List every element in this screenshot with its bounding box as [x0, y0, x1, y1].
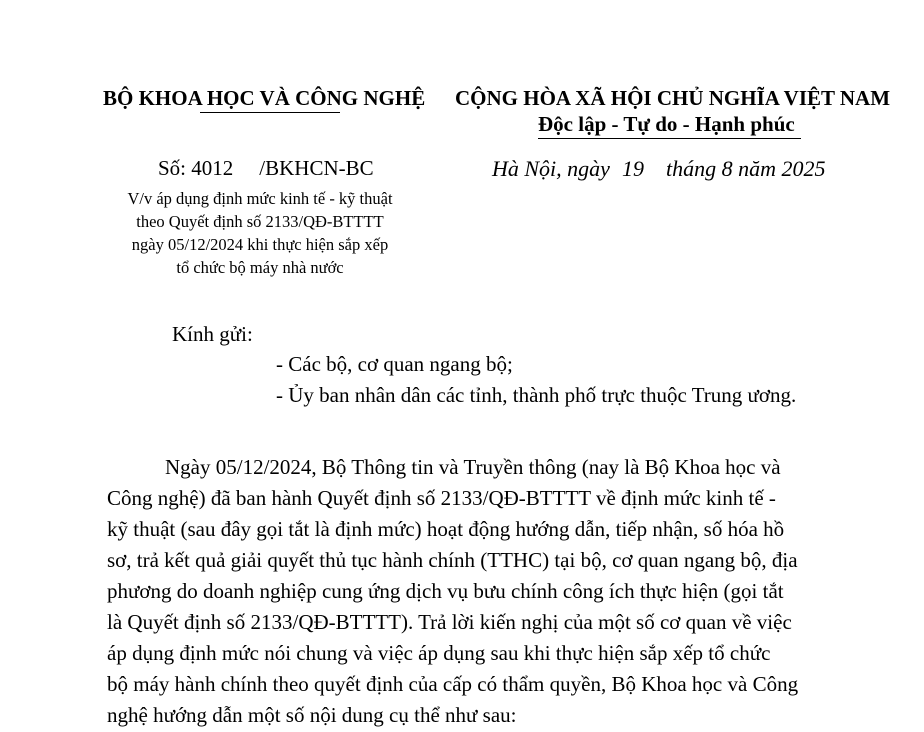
doc-number: [158, 156, 374, 181]
recipients-label: Kính gửi:: [172, 322, 253, 346]
national-motto: Độc lập - Tự do - Hạnh phúc: [538, 112, 795, 136]
doc-number-code: /BKHCN-BC: [259, 156, 374, 180]
doc-number-label: Số: 4012: [158, 156, 234, 180]
republic-name: CỘNG HÒA XÃ HỘI CHỦ NGHĨA VIỆT NAM: [455, 86, 891, 110]
subject-line: theo Quyết định số 2133/QĐ-BTTTT: [136, 212, 384, 231]
date-month-year: tháng 8 năm 2025: [665, 156, 826, 181]
ministry-name: BỘ KHOA HỌC VÀ CÔNG NGHỆ: [103, 86, 426, 110]
body-line: phương do doanh nghiệp cung ứng dịch vụ bưu chính công ích thực hiện (gọi tắt: [107, 579, 784, 603]
body-line: Công nghệ) đã ban hành Quyết định số 2133/QĐ-BTTTT về định mức kinh tế -: [107, 486, 776, 510]
subject-block: [110, 187, 410, 279]
place-date-prefix: Hà Nội, ngày: [492, 156, 610, 181]
body-line: là Quyết định số 2133/QĐ-BTTTT). Trả lời kiến nghị của một số cơ quan về việc: [107, 610, 792, 634]
recipient-item: - Ủy ban nhân dân các tỉnh, thành phố trực thuộc Trung ương.: [276, 383, 797, 407]
body-line: bộ máy hành chính theo quyết định của cấp có thẩm quyền, Bộ Khoa học và Công: [107, 672, 799, 696]
body-line: nghệ hướng dẫn một số nội dung cụ thể như sau:: [107, 703, 517, 727]
body-line: kỹ thuật (sau đây gọi tắt là định mức) hoạt động hướng dẫn, tiếp nhận, số hóa hồ: [107, 517, 785, 541]
place-date: [492, 156, 825, 182]
body-line: Ngày 05/12/2024, Bộ Thông tin và Truyền thông (nay là Bộ Khoa học và: [165, 455, 781, 479]
body-line: sơ, trả kết quả giải quyết thủ tục hành chính (TTHC) tại bộ, cơ quan ngang bộ, địa: [107, 548, 798, 572]
recipient-item: - Các bộ, cơ quan ngang bộ;: [276, 352, 513, 376]
subject-line: V/v áp dụng định mức kinh tế - kỹ thuật: [127, 189, 393, 208]
subject-line: tổ chức bộ máy nhà nước: [176, 258, 344, 277]
motto-underline: [538, 138, 801, 139]
body-line: áp dụng định mức nói chung và việc áp dụng sau khi thực hiện sắp xếp tổ chức: [107, 641, 771, 665]
date-day: 19: [621, 156, 644, 181]
ministry-underline: [200, 112, 340, 113]
subject-line: ngày 05/12/2024 khi thực hiện sắp xếp: [131, 235, 389, 254]
